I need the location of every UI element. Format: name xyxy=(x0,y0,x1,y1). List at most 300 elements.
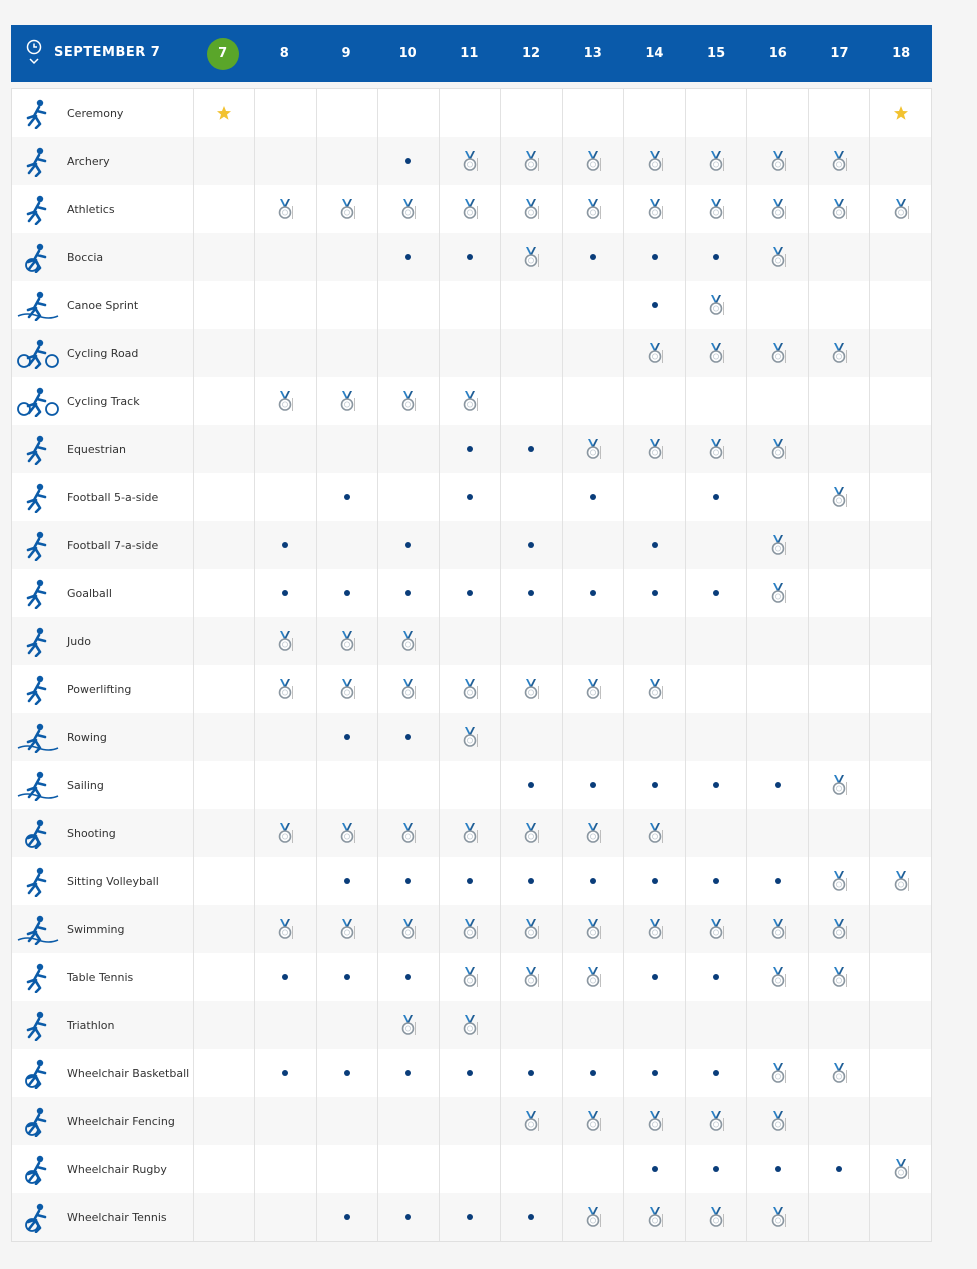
schedule-cell xyxy=(501,473,563,521)
medal-icon xyxy=(770,1206,786,1228)
schedule-cell[interactable] xyxy=(624,857,686,905)
medal-icon xyxy=(770,582,786,604)
sport-label-cell[interactable] xyxy=(12,377,194,425)
schedule-cell[interactable] xyxy=(809,761,871,809)
schedule-cell[interactable] xyxy=(194,89,256,137)
schedule-cell[interactable] xyxy=(624,953,686,1001)
schedule-cell[interactable] xyxy=(686,1145,748,1193)
schedule-cell[interactable] xyxy=(686,953,748,1001)
schedule-cell[interactable] xyxy=(809,1049,871,1097)
medal-icon xyxy=(770,342,786,364)
schedule-cell xyxy=(194,281,256,329)
schedule-cell[interactable] xyxy=(378,713,440,761)
medal-icon xyxy=(647,438,663,460)
athletics-icon xyxy=(16,193,60,225)
schedule-cell[interactable] xyxy=(501,761,563,809)
schedule-cell[interactable] xyxy=(317,617,379,665)
schedule-cell[interactable] xyxy=(255,665,317,713)
schedule-cell[interactable] xyxy=(378,809,440,857)
sport-label-cell[interactable] xyxy=(12,857,194,905)
schedule-cell xyxy=(870,713,931,761)
schedule-cell xyxy=(255,761,317,809)
schedule-cell[interactable] xyxy=(747,185,809,233)
schedule-cell[interactable] xyxy=(624,1145,686,1193)
schedule-cell[interactable] xyxy=(501,1097,563,1145)
medal-icon xyxy=(585,1110,601,1132)
medal-icon xyxy=(277,918,293,940)
schedule-cell[interactable] xyxy=(624,185,686,233)
schedule-cell xyxy=(255,329,317,377)
schedule-cell xyxy=(440,761,502,809)
schedule-cell[interactable] xyxy=(686,1049,748,1097)
schedule-cell xyxy=(747,809,809,857)
sport-label-cell[interactable] xyxy=(12,281,194,329)
schedule-cell[interactable] xyxy=(440,953,502,1001)
event-dot xyxy=(652,878,658,884)
schedule-cell[interactable] xyxy=(501,857,563,905)
schedule-cell[interactable] xyxy=(317,1049,379,1097)
schedule-cell[interactable] xyxy=(255,569,317,617)
event-dot xyxy=(344,734,350,740)
event-dot xyxy=(652,590,658,596)
schedule-cell[interactable] xyxy=(440,905,502,953)
day-header-12[interactable] xyxy=(500,25,562,82)
schedule-cell[interactable] xyxy=(255,185,317,233)
medal-icon xyxy=(277,822,293,844)
schedule-cell[interactable] xyxy=(686,1097,748,1145)
schedule-cell[interactable] xyxy=(378,185,440,233)
schedule-cell xyxy=(747,617,809,665)
medal-icon xyxy=(831,486,847,508)
schedule-cell xyxy=(563,377,625,425)
schedule-cell[interactable] xyxy=(563,473,625,521)
event-dot xyxy=(590,254,596,260)
schedule-cell[interactable] xyxy=(563,1049,625,1097)
day-number: 18 xyxy=(892,46,911,61)
schedule-cell[interactable] xyxy=(440,233,502,281)
schedule-cell[interactable] xyxy=(255,1049,317,1097)
medal-icon xyxy=(831,918,847,940)
schedule-cell[interactable] xyxy=(624,329,686,377)
schedule-cell[interactable] xyxy=(686,281,748,329)
schedule-cell xyxy=(624,473,686,521)
schedule-cell[interactable] xyxy=(686,761,748,809)
schedule-cell[interactable] xyxy=(809,905,871,953)
cycling-track-icon xyxy=(16,385,60,417)
schedule-cell xyxy=(747,281,809,329)
schedule-cell xyxy=(563,89,625,137)
schedule-cell xyxy=(194,953,256,1001)
schedule-cell[interactable] xyxy=(747,1193,809,1241)
schedule-cell[interactable] xyxy=(378,1001,440,1049)
schedule-cell[interactable] xyxy=(624,233,686,281)
schedule-cell[interactable] xyxy=(317,953,379,1001)
schedule-cell[interactable] xyxy=(624,1049,686,1097)
schedule-cell[interactable] xyxy=(563,569,625,617)
event-dot xyxy=(282,974,288,980)
event-dot xyxy=(344,590,350,596)
schedule-cell[interactable] xyxy=(501,953,563,1001)
schedule-cell[interactable] xyxy=(317,809,379,857)
sport-name: Sailing xyxy=(67,778,104,792)
schedule-cell[interactable] xyxy=(747,1145,809,1193)
schedule-cell[interactable] xyxy=(501,1049,563,1097)
medal-icon xyxy=(400,918,416,940)
medal-icon xyxy=(770,198,786,220)
schedule-cell[interactable] xyxy=(624,1193,686,1241)
schedule-cell[interactable] xyxy=(378,665,440,713)
schedule-cell[interactable] xyxy=(747,953,809,1001)
schedule-cell[interactable] xyxy=(378,953,440,1001)
schedule-cell[interactable] xyxy=(440,473,502,521)
sport-label-cell[interactable] xyxy=(12,89,194,137)
schedule-cell xyxy=(563,713,625,761)
sitting-volleyball-icon xyxy=(16,865,60,897)
schedule-cell[interactable] xyxy=(255,377,317,425)
medal-icon xyxy=(523,150,539,172)
sport-label-cell[interactable] xyxy=(12,1145,194,1193)
schedule-cell xyxy=(809,1193,871,1241)
medal-icon xyxy=(462,198,478,220)
schedule-cell xyxy=(440,1097,502,1145)
sport-label-cell[interactable] xyxy=(12,761,194,809)
medal-icon xyxy=(708,342,724,364)
event-dot xyxy=(713,782,719,788)
schedule-cell[interactable] xyxy=(624,905,686,953)
schedule-cell[interactable] xyxy=(501,905,563,953)
schedule-cell[interactable] xyxy=(747,521,809,569)
schedule-cell xyxy=(870,809,931,857)
event-dot xyxy=(528,446,534,452)
schedule-cell[interactable] xyxy=(501,233,563,281)
schedule-cell[interactable] xyxy=(501,521,563,569)
table-row xyxy=(12,809,931,857)
schedule-cell[interactable] xyxy=(809,329,871,377)
schedule-cell xyxy=(255,857,317,905)
table-row xyxy=(12,521,931,569)
schedule-cell xyxy=(563,617,625,665)
day-header-15[interactable] xyxy=(685,25,747,82)
schedule-cell[interactable] xyxy=(317,377,379,425)
schedule-cell[interactable] xyxy=(686,905,748,953)
event-dot xyxy=(713,1166,719,1172)
schedule-cell[interactable] xyxy=(563,809,625,857)
schedule-cell[interactable] xyxy=(624,569,686,617)
medal-icon xyxy=(400,678,416,700)
sport-label-cell[interactable] xyxy=(12,953,194,1001)
event-dot xyxy=(775,1166,781,1172)
event-dot xyxy=(713,878,719,884)
schedule-cell[interactable] xyxy=(440,665,502,713)
sport-label-cell[interactable] xyxy=(12,473,194,521)
schedule-cell[interactable] xyxy=(747,425,809,473)
schedule-cell xyxy=(378,329,440,377)
schedule-cell[interactable] xyxy=(686,185,748,233)
schedule-cell xyxy=(194,1145,256,1193)
schedule-cell xyxy=(440,89,502,137)
schedule-cell[interactable] xyxy=(440,569,502,617)
schedule-cell[interactable] xyxy=(809,185,871,233)
sport-label-cell[interactable] xyxy=(12,569,194,617)
sport-label-cell[interactable] xyxy=(12,713,194,761)
schedule-cell[interactable] xyxy=(501,809,563,857)
schedule-cell[interactable] xyxy=(378,377,440,425)
schedule-cell xyxy=(870,617,931,665)
event-dot xyxy=(652,302,658,308)
schedule-cell[interactable] xyxy=(686,857,748,905)
schedule-cell xyxy=(317,1097,379,1145)
schedule-cell[interactable] xyxy=(255,809,317,857)
schedule-cell[interactable] xyxy=(563,425,625,473)
schedule-cell[interactable] xyxy=(378,857,440,905)
schedule-cell[interactable] xyxy=(317,857,379,905)
schedule-cell[interactable] xyxy=(317,713,379,761)
schedule-cell[interactable] xyxy=(440,425,502,473)
schedule-cell[interactable] xyxy=(378,569,440,617)
schedule-cell[interactable] xyxy=(870,1145,931,1193)
schedule-cell[interactable] xyxy=(317,1193,379,1241)
schedule-cell[interactable] xyxy=(563,905,625,953)
schedule-cell[interactable] xyxy=(501,665,563,713)
schedule-cell[interactable] xyxy=(440,185,502,233)
event-dot xyxy=(528,1070,534,1076)
sport-label-cell[interactable] xyxy=(12,425,194,473)
schedule-cell[interactable] xyxy=(440,1193,502,1241)
table-row xyxy=(12,329,931,377)
event-dot xyxy=(467,254,473,260)
schedule-cell[interactable] xyxy=(378,905,440,953)
schedule-cell xyxy=(194,809,256,857)
medal-icon xyxy=(523,678,539,700)
schedule-cell xyxy=(563,329,625,377)
schedule-cell[interactable] xyxy=(317,185,379,233)
schedule-cell xyxy=(440,281,502,329)
schedule-cell[interactable] xyxy=(378,1193,440,1241)
schedule-cell[interactable] xyxy=(686,425,748,473)
schedule-cell[interactable] xyxy=(624,761,686,809)
schedule-cell[interactable] xyxy=(747,1097,809,1145)
schedule-cell xyxy=(624,1001,686,1049)
medal-icon xyxy=(339,198,355,220)
sport-label-cell[interactable] xyxy=(12,137,194,185)
schedule-cell[interactable] xyxy=(378,521,440,569)
medal-icon xyxy=(462,390,478,412)
schedule-cell[interactable] xyxy=(378,617,440,665)
schedule-cell[interactable] xyxy=(809,953,871,1001)
schedule-cell[interactable] xyxy=(624,425,686,473)
schedule-cell[interactable] xyxy=(624,665,686,713)
schedule-cell[interactable] xyxy=(747,569,809,617)
schedule-cell[interactable] xyxy=(563,1097,625,1145)
schedule-cell[interactable] xyxy=(440,809,502,857)
day-header-11[interactable] xyxy=(439,25,501,82)
schedule-cell[interactable] xyxy=(317,905,379,953)
sport-label-cell[interactable] xyxy=(12,905,194,953)
schedule-cell[interactable] xyxy=(747,761,809,809)
schedule-cell[interactable] xyxy=(378,137,440,185)
day-header-16[interactable] xyxy=(747,25,809,82)
schedule-cell[interactable] xyxy=(624,137,686,185)
schedule-cell[interactable] xyxy=(747,233,809,281)
month-selector[interactable] xyxy=(11,25,192,82)
schedule-cell[interactable] xyxy=(501,569,563,617)
schedule-cell[interactable] xyxy=(624,521,686,569)
sport-label-cell[interactable] xyxy=(12,1193,194,1241)
schedule-cell[interactable] xyxy=(747,857,809,905)
schedule-cell[interactable] xyxy=(563,761,625,809)
medal-icon xyxy=(523,198,539,220)
medal-icon xyxy=(585,966,601,988)
medal-icon xyxy=(462,918,478,940)
schedule-cell[interactable] xyxy=(563,185,625,233)
boccia-icon xyxy=(16,241,60,273)
schedule-cell[interactable] xyxy=(378,233,440,281)
schedule-cell[interactable] xyxy=(317,569,379,617)
schedule-cell[interactable] xyxy=(686,233,748,281)
schedule-cell[interactable] xyxy=(809,137,871,185)
table-row xyxy=(12,137,931,185)
day-number: 17 xyxy=(830,46,849,61)
schedule-cell[interactable] xyxy=(255,617,317,665)
medal-icon xyxy=(647,198,663,220)
schedule-cell[interactable] xyxy=(317,665,379,713)
medal-icon xyxy=(708,918,724,940)
schedule-cell xyxy=(255,713,317,761)
medal-icon xyxy=(647,822,663,844)
medal-icon xyxy=(770,1062,786,1084)
sport-label-cell[interactable] xyxy=(12,329,194,377)
schedule-cell[interactable] xyxy=(686,473,748,521)
schedule-cell[interactable] xyxy=(440,137,502,185)
schedule-cell[interactable] xyxy=(809,857,871,905)
schedule-cell[interactable] xyxy=(255,905,317,953)
schedule-cell[interactable] xyxy=(440,857,502,905)
day-header-17[interactable] xyxy=(809,25,871,82)
schedule-cell[interactable] xyxy=(686,137,748,185)
schedule-cell xyxy=(870,233,931,281)
schedule-cell[interactable] xyxy=(870,857,931,905)
sport-label-cell[interactable] xyxy=(12,809,194,857)
schedule-cell[interactable] xyxy=(563,953,625,1001)
sport-label-cell[interactable] xyxy=(12,521,194,569)
medal-icon xyxy=(893,1158,909,1180)
sport-label-cell[interactable] xyxy=(12,1001,194,1049)
sport-label-cell[interactable] xyxy=(12,1049,194,1097)
day-header-9[interactable] xyxy=(315,25,377,82)
schedule-cell xyxy=(809,809,871,857)
day-header-7[interactable] xyxy=(192,25,254,82)
powerlifting-icon xyxy=(16,673,60,705)
medal-icon xyxy=(708,1110,724,1132)
schedule-cell[interactable] xyxy=(624,809,686,857)
medal-icon xyxy=(400,390,416,412)
schedule-header xyxy=(11,25,932,82)
schedule-cell[interactable] xyxy=(440,377,502,425)
day-header-13[interactable] xyxy=(562,25,624,82)
schedule-cell[interactable] xyxy=(440,1049,502,1097)
schedule-cell[interactable] xyxy=(686,1193,748,1241)
schedule-cell[interactable] xyxy=(501,185,563,233)
event-dot xyxy=(652,1166,658,1172)
sport-label-cell[interactable] xyxy=(12,617,194,665)
day-number: 11 xyxy=(460,46,479,61)
schedule-cell[interactable] xyxy=(317,473,379,521)
schedule-cell[interactable] xyxy=(747,137,809,185)
schedule-cell[interactable] xyxy=(563,233,625,281)
schedule-cell[interactable] xyxy=(563,1193,625,1241)
medal-icon xyxy=(893,198,909,220)
schedule-cell xyxy=(809,521,871,569)
schedule-cell[interactable] xyxy=(440,1001,502,1049)
schedule-cell[interactable] xyxy=(747,905,809,953)
day-number: 8 xyxy=(279,46,289,61)
event-dot xyxy=(652,974,658,980)
schedule-cell xyxy=(747,713,809,761)
schedule-cell[interactable] xyxy=(624,1097,686,1145)
schedule-cell[interactable] xyxy=(501,1193,563,1241)
schedule-cell[interactable] xyxy=(255,953,317,1001)
schedule-cell[interactable] xyxy=(809,1145,871,1193)
schedule-cell xyxy=(624,89,686,137)
day-header-18[interactable] xyxy=(870,25,932,82)
schedule-cell[interactable] xyxy=(563,137,625,185)
schedule-cell xyxy=(501,281,563,329)
schedule-cell[interactable] xyxy=(378,1049,440,1097)
schedule-cell xyxy=(378,281,440,329)
schedule-cell[interactable] xyxy=(501,137,563,185)
sport-label-cell[interactable] xyxy=(12,1097,194,1145)
schedule-cell[interactable] xyxy=(870,89,931,137)
schedule-cell xyxy=(317,137,379,185)
schedule-cell[interactable] xyxy=(747,329,809,377)
schedule-cell xyxy=(255,89,317,137)
schedule-cell[interactable] xyxy=(809,473,871,521)
sport-name: Athletics xyxy=(67,202,115,216)
schedule-cell[interactable] xyxy=(440,713,502,761)
schedule-cell[interactable] xyxy=(747,1049,809,1097)
event-dot xyxy=(713,254,719,260)
medal-icon xyxy=(585,198,601,220)
event-dot xyxy=(405,590,411,596)
event-dot xyxy=(775,878,781,884)
schedule-cell[interactable] xyxy=(624,281,686,329)
archery-icon xyxy=(16,145,60,177)
schedule-cell xyxy=(870,425,931,473)
schedule-cell xyxy=(747,1001,809,1049)
schedule-cell[interactable] xyxy=(686,329,748,377)
sport-label-cell[interactable] xyxy=(12,185,194,233)
schedule-cell xyxy=(870,1049,931,1097)
schedule-cell[interactable] xyxy=(870,185,931,233)
sport-label-cell[interactable] xyxy=(12,233,194,281)
schedule-cell[interactable] xyxy=(563,665,625,713)
schedule-cell[interactable] xyxy=(686,569,748,617)
schedule-cell xyxy=(194,473,256,521)
schedule-cell xyxy=(809,377,871,425)
schedule-cell xyxy=(870,1193,931,1241)
schedule-cell[interactable] xyxy=(563,857,625,905)
ceremony-icon xyxy=(16,97,60,129)
sport-label-cell[interactable] xyxy=(12,665,194,713)
rowing-icon xyxy=(16,721,60,753)
day-header-14[interactable] xyxy=(624,25,686,82)
sport-name: Cycling Road xyxy=(67,346,139,360)
schedule-cell[interactable] xyxy=(501,425,563,473)
day-header-8[interactable] xyxy=(253,25,315,82)
schedule-cell[interactable] xyxy=(255,521,317,569)
schedule-cell xyxy=(378,473,440,521)
day-header-10[interactable] xyxy=(377,25,439,82)
